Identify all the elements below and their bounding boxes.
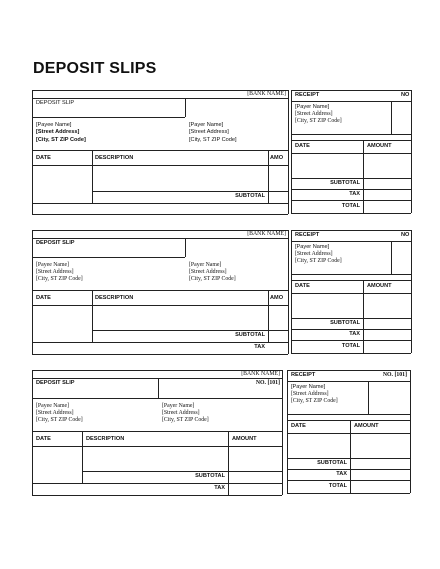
receipt-label: RECEIPT xyxy=(295,232,320,238)
payee-street: [Street Address] xyxy=(36,269,74,275)
payee-name: [Payee Name] xyxy=(36,262,69,268)
amount-header: AMO xyxy=(270,155,284,161)
receipt-amount-header: AMOUNT xyxy=(367,283,392,289)
bank-name: [BANK NAME] xyxy=(241,371,280,377)
receipt-street: [Street Address] xyxy=(295,111,333,117)
receipt-amount-header: AMOUNT xyxy=(367,143,392,149)
date-header: DATE xyxy=(36,155,51,161)
description-header: DESCRIPTION xyxy=(95,155,134,161)
receipt-number: NO xyxy=(401,232,410,238)
page-title: DEPOSIT SLIPS xyxy=(33,60,157,77)
payer-name: [Payer Name] xyxy=(189,122,224,128)
payee-city: [City, ST ZIP Code] xyxy=(36,276,83,282)
payer-city: [City, ST ZIP Code] xyxy=(162,417,209,423)
receipt-amount-header: AMOUNT xyxy=(354,423,379,429)
payee-name: [Payee Name] xyxy=(36,403,69,409)
receipt-subtotal-label: SUBTOTAL xyxy=(330,320,360,326)
bank-name: [BANK NAME] xyxy=(247,231,286,237)
subtotal-label: SUBTOTAL xyxy=(235,332,265,338)
receipt-payer-name: [Payer Name] xyxy=(291,384,326,390)
receipt-total-label: TOTAL xyxy=(341,343,360,349)
amount-header: AMO xyxy=(270,295,284,301)
receipt-label: RECEIPT xyxy=(291,372,316,378)
receipt-city: [City, ST ZIP Code] xyxy=(295,258,342,264)
receipt-subtotal-label: SUBTOTAL xyxy=(317,460,347,466)
receipt-payer-name: [Payer Name] xyxy=(295,104,330,110)
tax-label: TAX xyxy=(214,485,225,491)
tax-label: TAX xyxy=(254,344,265,350)
subtotal-label: SUBTOTAL xyxy=(195,473,225,479)
receipt-date-header: DATE xyxy=(291,423,306,429)
receipt-tax-label: TAX xyxy=(336,471,347,477)
bank-name: [BANK NAME] xyxy=(247,91,286,97)
receipt-street: [Street Address] xyxy=(291,391,329,397)
payee-street: [Street Address] xyxy=(36,129,80,135)
receipt-city: [City, ST ZIP Code] xyxy=(295,118,342,124)
payer-street: [Street Address] xyxy=(162,410,200,416)
receipt-subtotal-label: SUBTOTAL xyxy=(330,180,360,186)
payer-name: [Payer Name] xyxy=(189,262,222,268)
receipt-city: [City, ST ZIP Code] xyxy=(291,398,338,404)
date-header: DATE xyxy=(36,295,51,301)
receipt-total-label: TOTAL xyxy=(341,203,360,209)
payer-city: [City, ST ZIP Code] xyxy=(189,276,236,282)
description-header: DESCRIPTION xyxy=(95,295,134,301)
payee-city: [City, ST ZIP Code] xyxy=(36,417,83,423)
receipt-number: NO. [101] xyxy=(382,372,407,378)
receipt-date-header: DATE xyxy=(295,283,310,289)
receipt-tax-label: TAX xyxy=(349,191,360,197)
receipt-tax-label: TAX xyxy=(349,331,360,337)
receipt-total-label: TOTAL xyxy=(328,483,347,489)
payer-name: [Payer Name] xyxy=(162,403,195,409)
receipt-street: [Street Address] xyxy=(295,251,333,257)
receipt-number: NO xyxy=(401,92,410,98)
payer-city: [City, ST ZIP Code] xyxy=(189,137,237,143)
receipt-label: RECEIPT xyxy=(295,92,320,98)
subtotal-label: SUBTOTAL xyxy=(235,193,265,199)
date-header: DATE xyxy=(36,436,51,442)
deposit-slip-number: NO. [101] xyxy=(255,380,280,386)
deposit-slip-label: DEPOSIT SLIP xyxy=(36,100,75,106)
payer-street: [Street Address] xyxy=(189,269,227,275)
payee-street: [Street Address] xyxy=(36,410,74,416)
deposit-slip-label: DEPOSIT SLIP xyxy=(36,380,75,386)
receipt-payer-name: [Payer Name] xyxy=(295,244,330,250)
payee-name: [Payee Name] xyxy=(36,122,72,128)
description-header: DESCRIPTION xyxy=(86,436,125,442)
deposit-slip-label: DEPOSIT SLIP xyxy=(36,240,75,246)
receipt-date-header: DATE xyxy=(295,143,310,149)
amount-header: AMOUNT xyxy=(232,436,257,442)
payer-street: [Street Address] xyxy=(189,129,229,135)
payee-city: [City, ST ZIP Code] xyxy=(36,137,86,143)
